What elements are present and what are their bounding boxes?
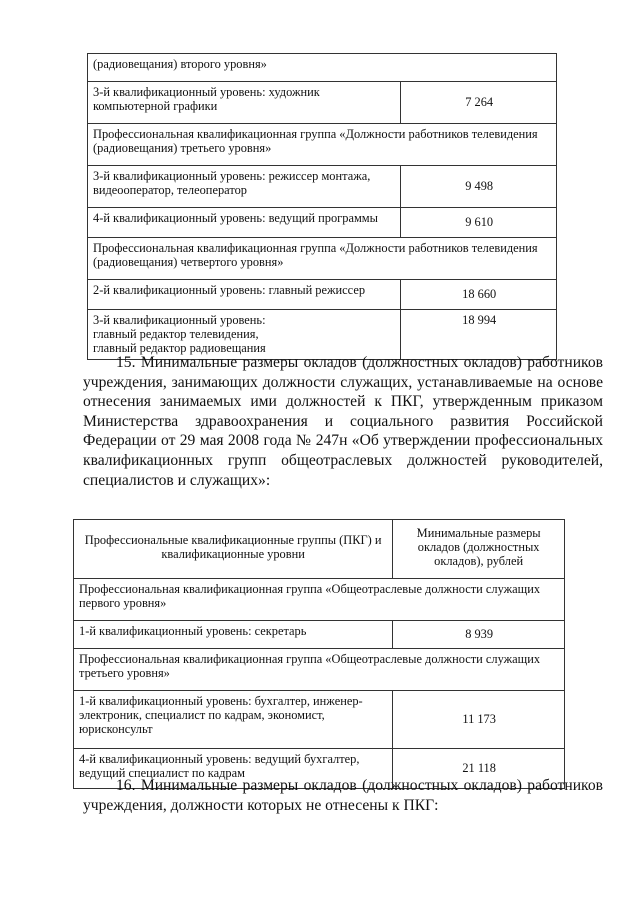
salary-value: 8 939 <box>393 621 565 649</box>
qualification-level: 3-й квалификационный уровень: главный редактор телевидения, главный редактор радиовещания <box>88 310 401 360</box>
table-group-row <box>74 649 565 691</box>
group-title: Профессиональная квалификационная группа «Общеотраслевые должности служащих первого уровня» <box>74 579 565 621</box>
group-title: Профессиональная квалификационная группа «Общеотраслевые должности служащих третьего уровня» <box>74 649 565 691</box>
paragraph-15-text: 15. Минимальные размеры окладов (должностных окладов) работников учреждения, занимающих должности служащих, устанавливаемые на основе отнесения занимаемых ими должностей к ПКГ, утвержденным приказом Министерства здравоохранения и социального развития Российской Федерации от 29 мая 2008 года № 247н «Об утверждении профессиональных квалификационных групп общеотраслевых должностей руководителей, специалистов и служащих»: <box>83 354 603 489</box>
table-row <box>88 310 557 360</box>
table-row <box>88 166 557 208</box>
table-row <box>88 208 557 238</box>
table-group-row <box>88 238 557 280</box>
salary-value: 9 610 <box>401 208 557 238</box>
salary-table-general <box>73 519 565 789</box>
paragraph-16-text: 16. Минимальные размеры окладов (должностных окладов) работников учреждения, должности которых не отнесены к ПКГ: <box>83 777 603 814</box>
qualification-level: 4-й квалификационный уровень: ведущий программы <box>88 208 401 238</box>
table-row <box>74 621 565 649</box>
group-title: Профессиональная квалификационная группа «Должности работников телевидения (радиовещания) четвертого уровня» <box>88 238 557 280</box>
group-title: (радиовещания) второго уровня» <box>88 54 557 82</box>
group-title: Профессиональная квалификационная группа «Должности работников телевидения (радиовещания) третьего уровня» <box>88 124 557 166</box>
qualification-level: 1-й квалификационный уровень: бухгалтер, инженер-электроник, специалист по кадрам, экономист, юрисконсульт <box>74 691 393 749</box>
salary-value: 18 994 <box>401 310 557 360</box>
table-group-row <box>88 124 557 166</box>
paragraph-16 <box>83 776 603 815</box>
salary-table-tv <box>87 53 557 360</box>
salary-value: 11 173 <box>393 691 565 749</box>
table-row <box>88 280 557 310</box>
header-col-groups: Профессиональные квалификационные группы (ПКГ) и квалификационные уровни <box>74 520 393 579</box>
salary-value: 18 660 <box>401 280 557 310</box>
table-row <box>74 691 565 749</box>
salary-value: 21 118 <box>393 749 565 789</box>
qualification-level: 3-й квалификационный уровень: режиссер монтажа, видеооператор, телеоператор <box>88 166 401 208</box>
table-group-row <box>88 54 557 82</box>
header-col-salary: Минимальные размеры окладов (должностных окладов), рублей <box>393 520 565 579</box>
qualification-level: 2-й квалификационный уровень: главный режиссер <box>88 280 401 310</box>
table-header-row <box>74 520 565 579</box>
qualification-level: 3-й квалификационный уровень: художник компьютерной графики <box>88 82 401 124</box>
table-row <box>88 82 557 124</box>
qualification-level: 1-й квалификационный уровень: секретарь <box>74 621 393 649</box>
salary-value: 7 264 <box>401 82 557 124</box>
paragraph-15 <box>83 353 603 490</box>
salary-value: 9 498 <box>401 166 557 208</box>
table-group-row <box>74 579 565 621</box>
qualification-level: 4-й квалификационный уровень: ведущий бухгалтер, ведущий специалист по кадрам <box>74 749 393 789</box>
